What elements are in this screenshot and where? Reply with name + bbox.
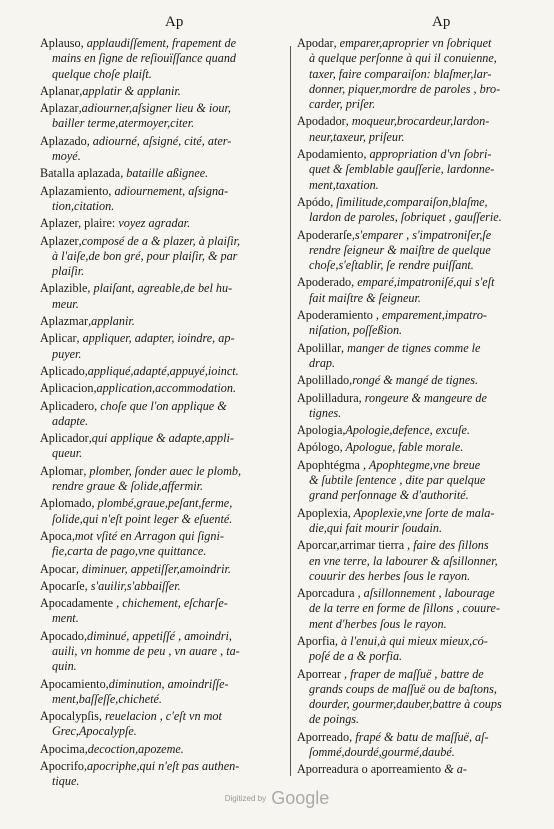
dictionary-entry xyxy=(297,458,544,504)
dictionary-entry xyxy=(297,195,544,226)
entry-headword: Apólogo xyxy=(297,440,340,455)
entry-continuation-line: à l'aiſe,de bon gré, pour plaiſir, & par xyxy=(52,248,238,263)
dictionary-entry xyxy=(297,762,544,777)
entry-continuation-line: choſe,s'eſtablir, ſe rendre puiſſant. xyxy=(309,258,474,273)
entry-continuation-line: puyer. xyxy=(52,346,82,361)
entry-headword: Apodamiento xyxy=(297,147,364,162)
dictionary-entry xyxy=(40,742,282,757)
entry-definition: , emparement,impatro- xyxy=(372,308,487,323)
entry-headword: Aporcar,arrimar tierra xyxy=(297,538,405,553)
entry-continuation-line: tique. xyxy=(52,774,80,789)
entry-headword: Aplazamiento xyxy=(40,183,109,198)
entry-continuation-line: ment d'herbes ſous le rayon. xyxy=(309,616,447,631)
entry-headword: Aplomar xyxy=(40,463,84,478)
entry-definition: ,qui applique & adapte,appli- xyxy=(88,431,234,446)
entry-headword: Aporcadura xyxy=(297,586,355,601)
entry-definition: ,diminution, amoindriſſe- xyxy=(105,676,229,691)
entry-definition: ,s'emparer , s'impatroniſer,ſe xyxy=(351,227,492,242)
entry-continuation-line: ment. xyxy=(52,611,79,626)
dictionary-entry xyxy=(40,709,282,740)
entry-headword: Apocado xyxy=(40,628,84,643)
entry-definition: , adiourné, aſsigné, cité, ater- xyxy=(86,133,232,148)
entry-definition: , ſimilitude,comparaiſon,blaſme, xyxy=(330,194,488,209)
entry-headword: Aplazer xyxy=(40,233,79,248)
entry-headword: Aplicado xyxy=(40,363,85,378)
entry-definition: , chichement, eſcharſe- xyxy=(113,596,228,611)
entry-continuation-line: poſé de a & porfia. xyxy=(309,649,403,664)
entry-definition: ,composé de a & plazer, à plaiſir, xyxy=(78,233,241,248)
entry-definition: , faire des ſillons xyxy=(404,538,489,553)
entry-continuation-line: ſolide,qui n'eſt point leger & eſuenté. xyxy=(52,511,233,526)
entry-definition: , appropriation d'vn ſobri- xyxy=(363,147,492,162)
entry-continuation-line: bailler terme,atermoyer,citer. xyxy=(52,116,195,131)
left-column xyxy=(40,36,282,792)
entry-definition: , adiournement, aſsigna- xyxy=(108,183,229,198)
dictionary-entry xyxy=(40,234,282,280)
header-left: Ap xyxy=(165,14,184,30)
entry-headword: Apoplexia xyxy=(297,505,348,520)
dictionary-entry xyxy=(40,314,282,329)
dictionary-entry xyxy=(40,759,282,790)
entry-definition: , moqueur,brocardeur,lardon- xyxy=(345,114,490,129)
entry-definition: , rongeure & mangeure de xyxy=(358,390,487,405)
entry-continuation-line: fie,carta de pago,vne quittance. xyxy=(52,544,207,559)
entry-definition: , manger de tignes comme le xyxy=(341,340,481,355)
entry-continuation-line: quet & ſemblable gauſſerie, lardonne- xyxy=(309,162,495,177)
running-header xyxy=(0,10,554,34)
entry-continuation-line: neur,taxeur, priſeur. xyxy=(309,129,405,144)
entry-headword: Apodador xyxy=(297,114,346,129)
entry-definition: ,rongé & mangé de tignes. xyxy=(349,373,478,388)
entry-continuation-line: carder, priſer. xyxy=(309,97,376,112)
entry-definition: , plombé,graue,peſant,ferme, xyxy=(91,496,233,511)
entry-definition: , Apologue, fable morale. xyxy=(339,440,464,455)
entry-headword: Aplicacion xyxy=(40,381,94,396)
entry-definition: ,mot vſité en Arragon qui ſigni- xyxy=(71,528,224,543)
dictionary-entry xyxy=(40,596,282,627)
entry-headword: Aplicador xyxy=(40,431,89,446)
dictionary-entry xyxy=(297,308,544,339)
entry-continuation-line: Grec,Apocalypſe. xyxy=(52,724,137,739)
dictionary-entry xyxy=(40,579,282,594)
entry-headword: Aplicar xyxy=(40,331,77,346)
entry-definition: ,adiourner,aſsigner lieu & iour, xyxy=(78,101,231,116)
entry-continuation-line: fait maiſtre & ſeigneur. xyxy=(309,290,421,305)
entry-headword: Aplauso xyxy=(40,36,81,50)
dictionary-entry xyxy=(40,496,282,527)
dictionary-entry xyxy=(40,184,282,215)
entry-definition: , reuelacion , c'eſt vn mot xyxy=(98,709,222,724)
dictionary-entry xyxy=(297,275,544,306)
entry-headword: Aporrear xyxy=(297,666,341,681)
entry-continuation-line: queur. xyxy=(52,446,83,461)
entry-headword: Apódo xyxy=(297,194,331,209)
dictionary-entry xyxy=(297,440,544,455)
entry-headword: Aplicadero xyxy=(40,398,95,413)
entry-headword: Apoderado xyxy=(297,275,352,290)
dictionary-entry xyxy=(297,147,544,193)
entry-continuation-line: de la terre en forme de ſillons , couure- xyxy=(309,601,501,616)
entry-continuation-line: rendre graue & ſolide,affermir. xyxy=(52,479,204,494)
digitized-by-label: Digitized by xyxy=(224,794,267,803)
dictionary-entry xyxy=(40,166,282,181)
entry-continuation-line: ment,taxation. xyxy=(309,177,379,192)
entry-definition: , fraper de maſſuë , battre de xyxy=(340,666,484,681)
entry-continuation-line: die,qui fait mourir ſoudain. xyxy=(309,520,443,535)
entry-definition: , s'auilir,s'abbaiſſer. xyxy=(84,578,181,593)
entry-definition: ,applatir & applanir. xyxy=(79,83,181,98)
entry-headword: Apocrifo xyxy=(40,759,84,774)
entry-headword: Aplazado xyxy=(40,133,87,148)
dictionary-entry xyxy=(40,101,282,132)
entry-continuation-line: adapte. xyxy=(52,413,89,428)
entry-definition: , aſsillonnement , labourage xyxy=(354,586,495,601)
entry-continuation-line: de poings. xyxy=(309,712,360,727)
entry-continuation-line: ſommé,dourdé,gourmé,daubé. xyxy=(309,745,455,760)
entry-headword: Apolilladura xyxy=(297,390,359,405)
entry-continuation-line: auili, vn homme de peu , vn auare , ta- xyxy=(52,643,240,658)
dictionary-entry xyxy=(40,281,282,312)
entry-headword: Apocima xyxy=(40,741,85,756)
entry-continuation-line: & ſubtile ſentence , dite par quelque xyxy=(309,473,486,488)
entry-headword: Apologia xyxy=(297,423,343,438)
entry-continuation-line: en vne terre, la labourer & aſsillonner, xyxy=(309,553,498,568)
entry-definition: ,decoction,apozeme. xyxy=(84,741,184,756)
entry-continuation-line: tignes. xyxy=(309,405,342,420)
entry-definition: , emparer,aproprier vn ſobriquet xyxy=(333,36,492,50)
google-logo: Google xyxy=(271,788,330,808)
column-divider xyxy=(290,46,291,776)
entry-headword: Aporreadura o aporreamiento xyxy=(297,762,442,777)
dictionary-entry xyxy=(40,134,282,165)
entry-definition: , plomber, ſonder auec le plomb, xyxy=(83,463,242,478)
entry-headword: Aporreado xyxy=(297,729,350,744)
entry-definition: ,application,accommodation. xyxy=(93,381,236,396)
dictionary-entry xyxy=(297,538,544,584)
entry-continuation-line: mains en ſigne de reſiouïſſance quand xyxy=(52,51,237,66)
entry-headword: Apoca xyxy=(40,528,72,543)
entry-headword: Apophtégma xyxy=(297,457,360,472)
entry-definition: ,apocriphe,qui n'eſt pas authen- xyxy=(84,759,240,774)
dictionary-entry xyxy=(297,228,544,274)
entry-headword: Apocadamente xyxy=(40,596,114,611)
dictionary-entry xyxy=(40,464,282,495)
dictionary-entry xyxy=(40,629,282,675)
entry-continuation-line: à quelque perſonne à qui il conuienne, xyxy=(309,51,497,66)
dictionary-entry xyxy=(40,399,282,430)
entry-headword: Apocamiento xyxy=(40,676,106,691)
entry-definition: , à l'enui,à qui mieux mieux,có- xyxy=(334,633,488,648)
dictionary-entry xyxy=(40,84,282,99)
entry-headword: Apocalypſis xyxy=(40,709,99,724)
dictionary-entry xyxy=(297,423,544,438)
entry-definition: , Apophtegme,vne breue xyxy=(359,457,481,472)
entry-definition: , emparé,impatroniſé,qui s'eſt xyxy=(351,275,495,290)
entry-continuation-line: grands coups de maſſuë ou de baſtons, xyxy=(309,681,497,696)
entry-continuation-line: drap. xyxy=(309,355,336,370)
entry-definition: voyez agradar. xyxy=(115,216,191,231)
entry-headword: Apolillar xyxy=(297,340,342,355)
dictionary-entry xyxy=(40,36,282,82)
entry-continuation-line: lardon de paroles, ſobriquet , gauſſerie. xyxy=(309,210,502,225)
entry-definition: , choſe que l'on applique & xyxy=(94,398,227,413)
header-right: Ap xyxy=(432,14,451,30)
entry-headword: Aplomado xyxy=(40,496,92,511)
dictionary-entry xyxy=(297,506,544,537)
dictionary-entry xyxy=(40,529,282,560)
dictionary-entry xyxy=(297,341,544,372)
entry-continuation-line: ment,baſſeſſe,chicheté. xyxy=(52,691,162,706)
entry-continuation-line: couurir des herbes ſous le rayon. xyxy=(309,568,471,583)
dictionary-entry xyxy=(297,730,544,761)
entry-definition: ,appliqué,adapté,appuyé,ioinct. xyxy=(84,363,239,378)
entry-continuation-line: quin. xyxy=(52,659,77,674)
entry-continuation-line: dourder, gourmer,dauber,battre à coups xyxy=(309,697,502,712)
entry-continuation-line: plaiſir. xyxy=(52,264,85,279)
dictionary-entry xyxy=(40,381,282,396)
entry-continuation-line: niſation, poſſeßion. xyxy=(309,323,403,338)
dictionary-entry xyxy=(297,373,544,388)
entry-definition: ,applanir. xyxy=(88,314,135,329)
entry-headword: Apocarſe xyxy=(40,578,85,593)
entry-definition: , frapé & batu de maſſuë, aſ- xyxy=(349,729,489,744)
entry-headword: Apodar xyxy=(297,36,334,50)
entry-continuation-line: tion,citation. xyxy=(52,198,115,213)
entry-headword: Aplazar xyxy=(40,101,79,116)
entry-headword: Aporfia xyxy=(297,633,335,648)
dictionary-entry xyxy=(297,667,544,728)
entry-headword: Apocar xyxy=(40,561,76,576)
entry-definition: , appliquer, adapter, ioindre, ap- xyxy=(76,331,235,346)
entry-definition: ,diminué, appetiſſé , amoindri, xyxy=(84,628,232,643)
entry-definition: , bataille aßignee. xyxy=(120,166,209,181)
entry-definition: , plaiſant, agreable,de bel hu- xyxy=(87,281,233,296)
dictionary-entry xyxy=(40,331,282,362)
entry-headword: Aplazmar xyxy=(40,314,89,329)
dictionary-entry xyxy=(297,634,544,665)
entry-continuation-line: grand perſonnage & d'authorité. xyxy=(309,488,469,503)
entry-definition: , Apoplexie,vne ſorte de mala- xyxy=(347,505,495,520)
entry-definition: , diminuer, appetiſſer,amoindrir. xyxy=(75,561,231,576)
digitization-footer xyxy=(0,788,554,809)
entry-continuation-line: donner, piquer,mordre de paroles , bro- xyxy=(309,81,501,96)
right-column xyxy=(297,36,544,780)
entry-continuation-line: meur. xyxy=(52,296,79,311)
entry-continuation-line: rendre ſeigneur & maiſtre de quelque xyxy=(309,242,491,257)
dictionary-entry xyxy=(40,562,282,577)
entry-definition: ,Apologie,defence, excuſe. xyxy=(342,423,470,438)
entry-headword: Aplanar xyxy=(40,83,80,98)
entry-headword: Apolillado xyxy=(297,373,350,388)
dictionary-entry xyxy=(297,114,544,145)
dictionary-entry xyxy=(297,391,544,422)
entry-continuation-line: quelque choſe plaiſt. xyxy=(52,66,152,81)
entry-definition: , applaudiſſement, frapement de xyxy=(80,36,236,50)
entry-headword: Apoderamiento xyxy=(297,308,373,323)
entry-headword: Aplazer, plaire: xyxy=(40,216,116,231)
dictionary-entry xyxy=(297,36,544,112)
dictionary-entry xyxy=(297,586,544,632)
entry-continuation-line: moyé. xyxy=(52,149,81,164)
dictionary-entry xyxy=(40,431,282,462)
dictionary-entry xyxy=(40,364,282,379)
dictionary-entry xyxy=(40,216,282,231)
entry-headword: Apoderarſe xyxy=(297,227,352,242)
entry-definition: & a- xyxy=(441,762,467,777)
entry-headword: Batalla aplazada xyxy=(40,166,121,181)
entry-continuation-line: taxer, faire comparaiſon: blaſmer,lar- xyxy=(309,66,492,81)
dictionary-entry xyxy=(40,677,282,708)
entry-headword: Aplazible xyxy=(40,281,88,296)
